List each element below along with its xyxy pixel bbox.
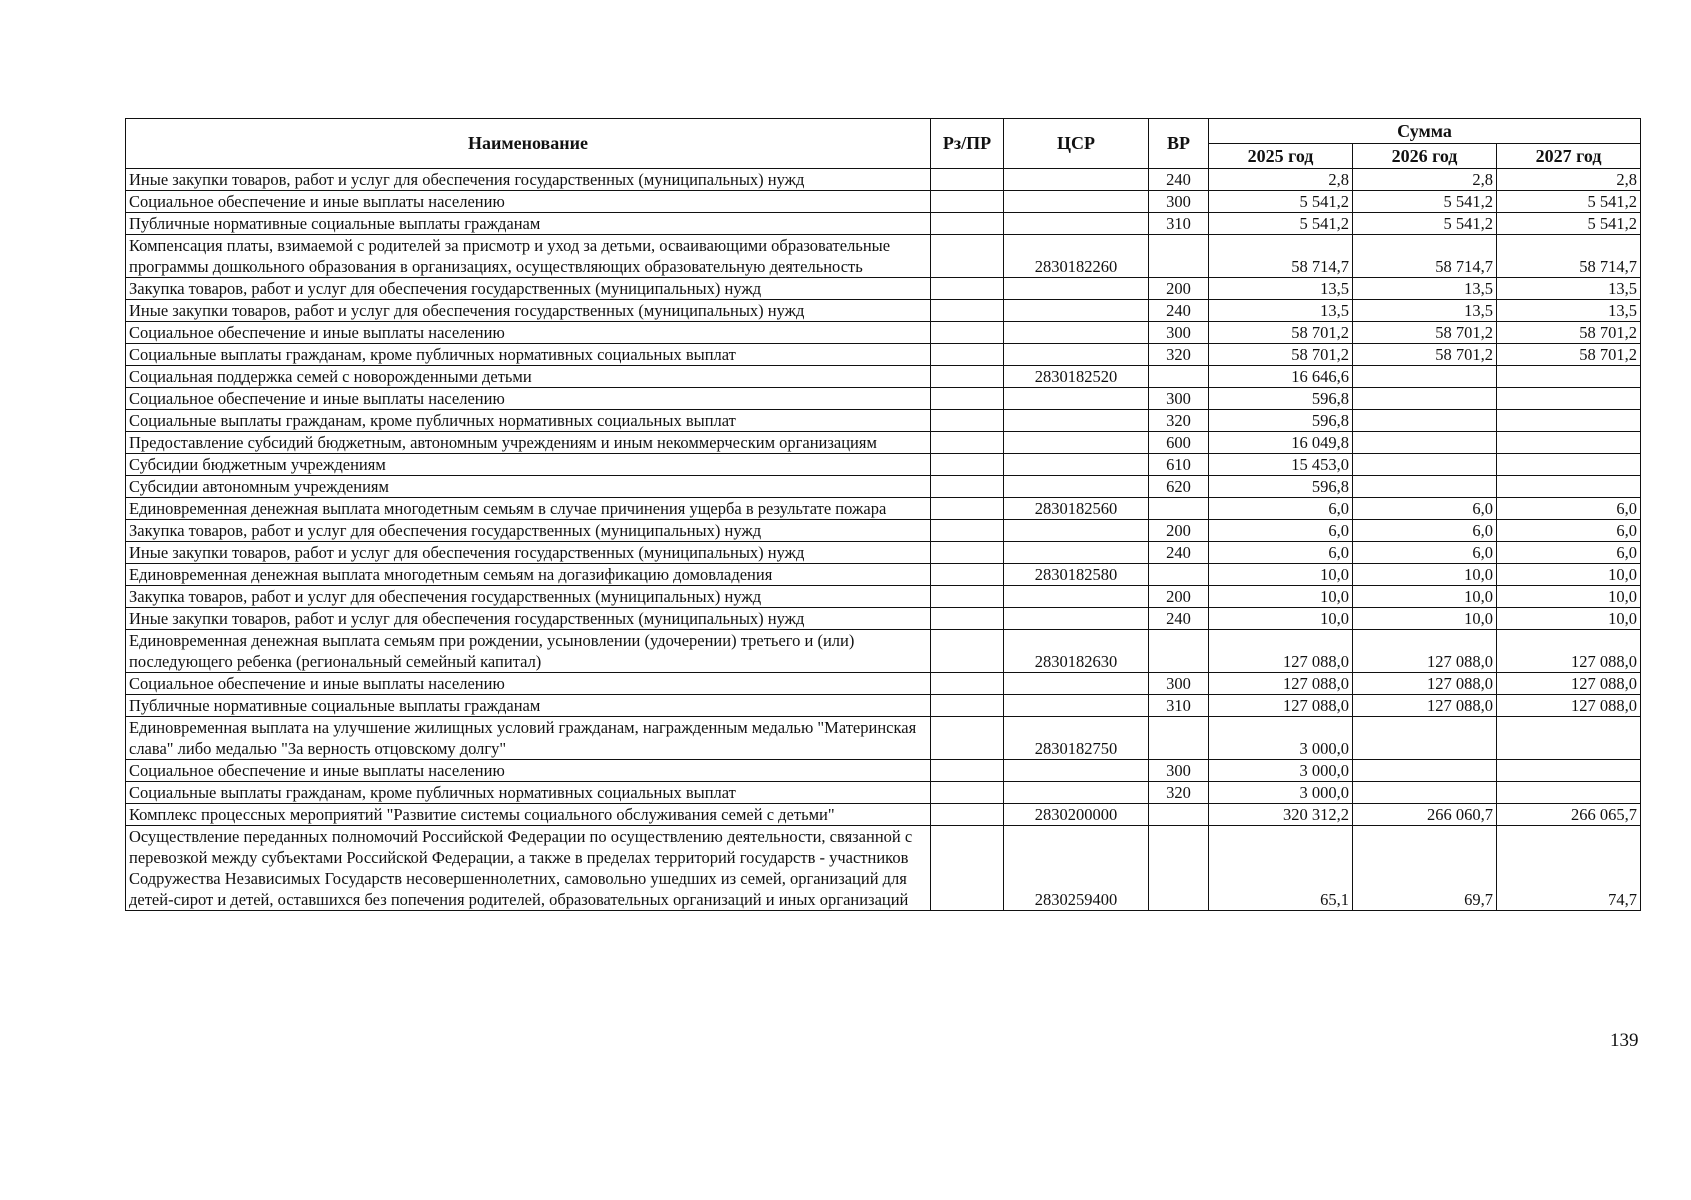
table-row [126, 191, 1641, 213]
cell-2026: 127 088,0 [1353, 695, 1497, 717]
budget-sheet [125, 118, 1640, 911]
cell-2025: 2,8 [1209, 169, 1353, 191]
cell-vr: 310 [1149, 695, 1209, 717]
cell-2026: 13,5 [1353, 300, 1497, 322]
header-vr: ВР [1149, 119, 1209, 169]
cell-csr [1004, 542, 1149, 564]
cell-2026 [1353, 782, 1497, 804]
table-row [126, 586, 1641, 608]
cell-name: Социальное обеспечение и иные выплаты населению [126, 322, 931, 344]
cell-name: Предоставление субсидий бюджетным, автономным учреждениям и иным некоммерческим организациям [126, 432, 931, 454]
cell-2026: 266 060,7 [1353, 804, 1497, 826]
cell-rz-pr [931, 695, 1004, 717]
cell-csr [1004, 410, 1149, 432]
cell-2026 [1353, 454, 1497, 476]
cell-2025: 10,0 [1209, 586, 1353, 608]
cell-vr: 300 [1149, 388, 1209, 410]
header-rz-pr: Рз/ПР [931, 119, 1004, 169]
cell-vr [1149, 366, 1209, 388]
cell-vr: 620 [1149, 476, 1209, 498]
cell-2026: 5 541,2 [1353, 213, 1497, 235]
cell-rz-pr [931, 366, 1004, 388]
cell-2027: 2,8 [1497, 169, 1641, 191]
cell-vr: 240 [1149, 608, 1209, 630]
cell-csr: 2830182580 [1004, 564, 1149, 586]
cell-rz-pr [931, 586, 1004, 608]
cell-name: Публичные нормативные социальные выплаты гражданам [126, 213, 931, 235]
table-row [126, 432, 1641, 454]
cell-2027 [1497, 410, 1641, 432]
cell-csr [1004, 191, 1149, 213]
cell-vr: 240 [1149, 300, 1209, 322]
cell-vr [1149, 498, 1209, 520]
cell-vr: 610 [1149, 454, 1209, 476]
cell-name: Единовременная денежная выплата семьям при рождении, усыновлении (удочерении) третьего и (или) последующего ребенка (региональный семейный капитал) [126, 630, 931, 673]
table-row [126, 344, 1641, 366]
cell-2025: 320 312,2 [1209, 804, 1353, 826]
cell-2027: 127 088,0 [1497, 673, 1641, 695]
cell-rz-pr [931, 804, 1004, 826]
cell-name: Единовременная выплата на улучшение жилищных условий гражданам, награжденным медалью "Материнская слава" либо медалью "За верность отцовскому долгу" [126, 717, 931, 760]
cell-csr [1004, 213, 1149, 235]
header-year-2027: 2027 год [1497, 144, 1641, 169]
cell-rz-pr [931, 169, 1004, 191]
header-csr: ЦСР [1004, 119, 1149, 169]
cell-name: Социальное обеспечение и иные выплаты населению [126, 191, 931, 213]
cell-rz-pr [931, 432, 1004, 454]
table-row [126, 717, 1641, 760]
cell-name: Субсидии автономным учреждениям [126, 476, 931, 498]
cell-2025: 5 541,2 [1209, 191, 1353, 213]
table-row [126, 322, 1641, 344]
cell-2027 [1497, 717, 1641, 760]
cell-2025: 596,8 [1209, 476, 1353, 498]
cell-2026 [1353, 717, 1497, 760]
header-year-2026: 2026 год [1353, 144, 1497, 169]
cell-csr [1004, 608, 1149, 630]
cell-2025: 13,5 [1209, 278, 1353, 300]
cell-2026: 127 088,0 [1353, 673, 1497, 695]
table-row [126, 760, 1641, 782]
cell-2027 [1497, 454, 1641, 476]
cell-2027: 127 088,0 [1497, 630, 1641, 673]
cell-vr: 320 [1149, 344, 1209, 366]
cell-name: Закупка товаров, работ и услуг для обеспечения государственных (муниципальных) нужд [126, 586, 931, 608]
cell-csr [1004, 322, 1149, 344]
cell-2026 [1353, 410, 1497, 432]
cell-name: Социальная поддержка семей с новорожденными детьми [126, 366, 931, 388]
cell-2027: 6,0 [1497, 498, 1641, 520]
cell-2026: 10,0 [1353, 608, 1497, 630]
cell-csr [1004, 476, 1149, 498]
cell-rz-pr [931, 235, 1004, 278]
cell-2025: 3 000,0 [1209, 760, 1353, 782]
cell-name: Иные закупки товаров, работ и услуг для обеспечения государственных (муниципальных) нужд [126, 542, 931, 564]
cell-name: Закупка товаров, работ и услуг для обеспечения государственных (муниципальных) нужд [126, 278, 931, 300]
cell-rz-pr [931, 410, 1004, 432]
cell-rz-pr [931, 760, 1004, 782]
cell-2026: 58 701,2 [1353, 344, 1497, 366]
cell-vr: 320 [1149, 782, 1209, 804]
cell-vr [1149, 630, 1209, 673]
cell-2025: 10,0 [1209, 564, 1353, 586]
cell-2026: 6,0 [1353, 542, 1497, 564]
cell-vr: 300 [1149, 191, 1209, 213]
cell-name: Социальное обеспечение и иные выплаты населению [126, 388, 931, 410]
cell-2026 [1353, 432, 1497, 454]
cell-vr [1149, 717, 1209, 760]
table-row [126, 804, 1641, 826]
table-row [126, 454, 1641, 476]
cell-2025: 6,0 [1209, 542, 1353, 564]
cell-vr: 600 [1149, 432, 1209, 454]
cell-name: Комплекс процессных мероприятий "Развитие системы социального обслуживания семей с детьми" [126, 804, 931, 826]
table-row [126, 300, 1641, 322]
cell-2027: 6,0 [1497, 520, 1641, 542]
table-row [126, 498, 1641, 520]
cell-2025: 13,5 [1209, 300, 1353, 322]
cell-2025: 58 701,2 [1209, 322, 1353, 344]
cell-csr [1004, 344, 1149, 366]
cell-vr: 320 [1149, 410, 1209, 432]
cell-rz-pr [931, 542, 1004, 564]
table-row [126, 410, 1641, 432]
cell-rz-pr [931, 520, 1004, 542]
table-body [126, 169, 1641, 911]
table-row [126, 564, 1641, 586]
cell-2025: 15 453,0 [1209, 454, 1353, 476]
cell-2027 [1497, 476, 1641, 498]
cell-csr: 2830200000 [1004, 804, 1149, 826]
cell-csr [1004, 695, 1149, 717]
cell-csr [1004, 782, 1149, 804]
cell-csr: 2830182750 [1004, 717, 1149, 760]
cell-2027 [1497, 782, 1641, 804]
table-row [126, 476, 1641, 498]
cell-vr: 300 [1149, 673, 1209, 695]
cell-csr [1004, 760, 1149, 782]
cell-2027: 58 714,7 [1497, 235, 1641, 278]
cell-csr [1004, 388, 1149, 410]
cell-2026: 5 541,2 [1353, 191, 1497, 213]
cell-2026: 69,7 [1353, 826, 1497, 911]
cell-csr [1004, 432, 1149, 454]
cell-2025: 6,0 [1209, 520, 1353, 542]
table-row [126, 213, 1641, 235]
cell-2025: 5 541,2 [1209, 213, 1353, 235]
cell-name: Компенсация платы, взимаемой с родителей за присмотр и уход за детьми, осваивающими образовательные программы дошкольного образования в организациях, осуществляющих образовательную деятельность [126, 235, 931, 278]
table-row [126, 673, 1641, 695]
cell-name: Социальные выплаты гражданам, кроме публичных нормативных социальных выплат [126, 344, 931, 366]
budget-table [125, 118, 1641, 911]
cell-2027: 13,5 [1497, 278, 1641, 300]
table-row [126, 520, 1641, 542]
cell-2027 [1497, 432, 1641, 454]
table-row [126, 278, 1641, 300]
cell-2027: 10,0 [1497, 586, 1641, 608]
cell-2027: 58 701,2 [1497, 322, 1641, 344]
table-row [126, 169, 1641, 191]
cell-rz-pr [931, 476, 1004, 498]
cell-2025: 3 000,0 [1209, 717, 1353, 760]
cell-vr: 200 [1149, 278, 1209, 300]
cell-rz-pr [931, 322, 1004, 344]
cell-2026: 127 088,0 [1353, 630, 1497, 673]
cell-2025: 596,8 [1209, 388, 1353, 410]
cell-2025: 127 088,0 [1209, 630, 1353, 673]
cell-csr [1004, 300, 1149, 322]
cell-vr: 310 [1149, 213, 1209, 235]
cell-2027: 266 065,7 [1497, 804, 1641, 826]
cell-2025: 10,0 [1209, 608, 1353, 630]
table-header [126, 119, 1641, 169]
cell-vr: 240 [1149, 542, 1209, 564]
cell-rz-pr [931, 564, 1004, 586]
cell-2025: 65,1 [1209, 826, 1353, 911]
cell-csr [1004, 586, 1149, 608]
cell-rz-pr [931, 630, 1004, 673]
table-row [126, 542, 1641, 564]
cell-vr [1149, 235, 1209, 278]
cell-2026: 6,0 [1353, 498, 1497, 520]
cell-2026 [1353, 476, 1497, 498]
cell-vr: 300 [1149, 322, 1209, 344]
cell-csr [1004, 673, 1149, 695]
cell-rz-pr [931, 344, 1004, 366]
cell-name: Иные закупки товаров, работ и услуг для обеспечения государственных (муниципальных) нужд [126, 169, 931, 191]
cell-csr [1004, 278, 1149, 300]
cell-2025: 596,8 [1209, 410, 1353, 432]
cell-name: Иные закупки товаров, работ и услуг для обеспечения государственных (муниципальных) нужд [126, 300, 931, 322]
cell-rz-pr [931, 826, 1004, 911]
cell-2026 [1353, 366, 1497, 388]
page-number: 139 [1610, 1030, 1639, 1051]
table-row [126, 782, 1641, 804]
cell-vr [1149, 826, 1209, 911]
cell-2026: 10,0 [1353, 586, 1497, 608]
cell-csr: 2830182260 [1004, 235, 1149, 278]
cell-vr: 200 [1149, 520, 1209, 542]
cell-2027: 74,7 [1497, 826, 1641, 911]
cell-2027: 5 541,2 [1497, 213, 1641, 235]
cell-2026: 2,8 [1353, 169, 1497, 191]
cell-2027 [1497, 388, 1641, 410]
cell-2027: 58 701,2 [1497, 344, 1641, 366]
cell-csr [1004, 520, 1149, 542]
cell-2025: 127 088,0 [1209, 673, 1353, 695]
cell-rz-pr [931, 782, 1004, 804]
cell-2025: 58 714,7 [1209, 235, 1353, 278]
cell-2027: 10,0 [1497, 608, 1641, 630]
header-year-2025: 2025 год [1209, 144, 1353, 169]
header-name: Наименование [126, 119, 931, 169]
cell-vr: 200 [1149, 586, 1209, 608]
cell-2026: 58 701,2 [1353, 322, 1497, 344]
cell-name: Единовременная денежная выплата многодетным семьям на догазификацию домовладения [126, 564, 931, 586]
cell-2026: 13,5 [1353, 278, 1497, 300]
cell-2027: 13,5 [1497, 300, 1641, 322]
cell-2026: 10,0 [1353, 564, 1497, 586]
cell-rz-pr [931, 673, 1004, 695]
cell-2026 [1353, 388, 1497, 410]
cell-rz-pr [931, 300, 1004, 322]
cell-2027: 5 541,2 [1497, 191, 1641, 213]
cell-vr: 300 [1149, 760, 1209, 782]
table-row [126, 608, 1641, 630]
cell-csr: 2830182560 [1004, 498, 1149, 520]
cell-rz-pr [931, 454, 1004, 476]
cell-name: Закупка товаров, работ и услуг для обеспечения государственных (муниципальных) нужд [126, 520, 931, 542]
cell-2026: 58 714,7 [1353, 235, 1497, 278]
cell-2025: 3 000,0 [1209, 782, 1353, 804]
cell-2027 [1497, 366, 1641, 388]
cell-rz-pr [931, 191, 1004, 213]
cell-csr [1004, 454, 1149, 476]
cell-vr [1149, 804, 1209, 826]
table-row [126, 630, 1641, 673]
cell-name: Социальные выплаты гражданам, кроме публичных нормативных социальных выплат [126, 410, 931, 432]
cell-2025: 16 646,6 [1209, 366, 1353, 388]
cell-rz-pr [931, 278, 1004, 300]
cell-name: Субсидии бюджетным учреждениям [126, 454, 931, 476]
cell-vr: 240 [1149, 169, 1209, 191]
table-row [126, 388, 1641, 410]
cell-2025: 16 049,8 [1209, 432, 1353, 454]
cell-csr: 2830259400 [1004, 826, 1149, 911]
cell-name: Единовременная денежная выплата многодетным семьям в случае причинения ущерба в результате пожара [126, 498, 931, 520]
cell-2027 [1497, 760, 1641, 782]
cell-2025: 58 701,2 [1209, 344, 1353, 366]
cell-vr [1149, 564, 1209, 586]
cell-name: Иные закупки товаров, работ и услуг для обеспечения государственных (муниципальных) нужд [126, 608, 931, 630]
cell-name: Социальное обеспечение и иные выплаты населению [126, 673, 931, 695]
cell-rz-pr [931, 213, 1004, 235]
cell-csr: 2830182520 [1004, 366, 1149, 388]
cell-2025: 127 088,0 [1209, 695, 1353, 717]
cell-rz-pr [931, 608, 1004, 630]
cell-rz-pr [931, 498, 1004, 520]
cell-csr [1004, 169, 1149, 191]
cell-name: Публичные нормативные социальные выплаты гражданам [126, 695, 931, 717]
cell-rz-pr [931, 388, 1004, 410]
cell-2026 [1353, 760, 1497, 782]
table-row [126, 366, 1641, 388]
cell-rz-pr [931, 717, 1004, 760]
cell-2026: 6,0 [1353, 520, 1497, 542]
table-row [126, 826, 1641, 911]
header-sum: Сумма [1209, 119, 1641, 144]
cell-name: Социальные выплаты гражданам, кроме публичных нормативных социальных выплат [126, 782, 931, 804]
cell-2027: 10,0 [1497, 564, 1641, 586]
cell-2027: 127 088,0 [1497, 695, 1641, 717]
cell-name: Осуществление переданных полномочий Российской Федерации по осуществлению деятельности, связанной с перевозкой между субъектами Российской Федерации, а также в пределах территорий государств - участников Содружества Независимых Государств несовершеннолетних, самовольно ушедших из семей, организаций для детей-сирот и детей, оставшихся без попечения родителей, образовательных организаций и иных организаций [126, 826, 931, 911]
table-row [126, 235, 1641, 278]
cell-2025: 6,0 [1209, 498, 1353, 520]
cell-name: Социальное обеспечение и иные выплаты населению [126, 760, 931, 782]
table-row [126, 695, 1641, 717]
cell-2027: 6,0 [1497, 542, 1641, 564]
cell-csr: 2830182630 [1004, 630, 1149, 673]
